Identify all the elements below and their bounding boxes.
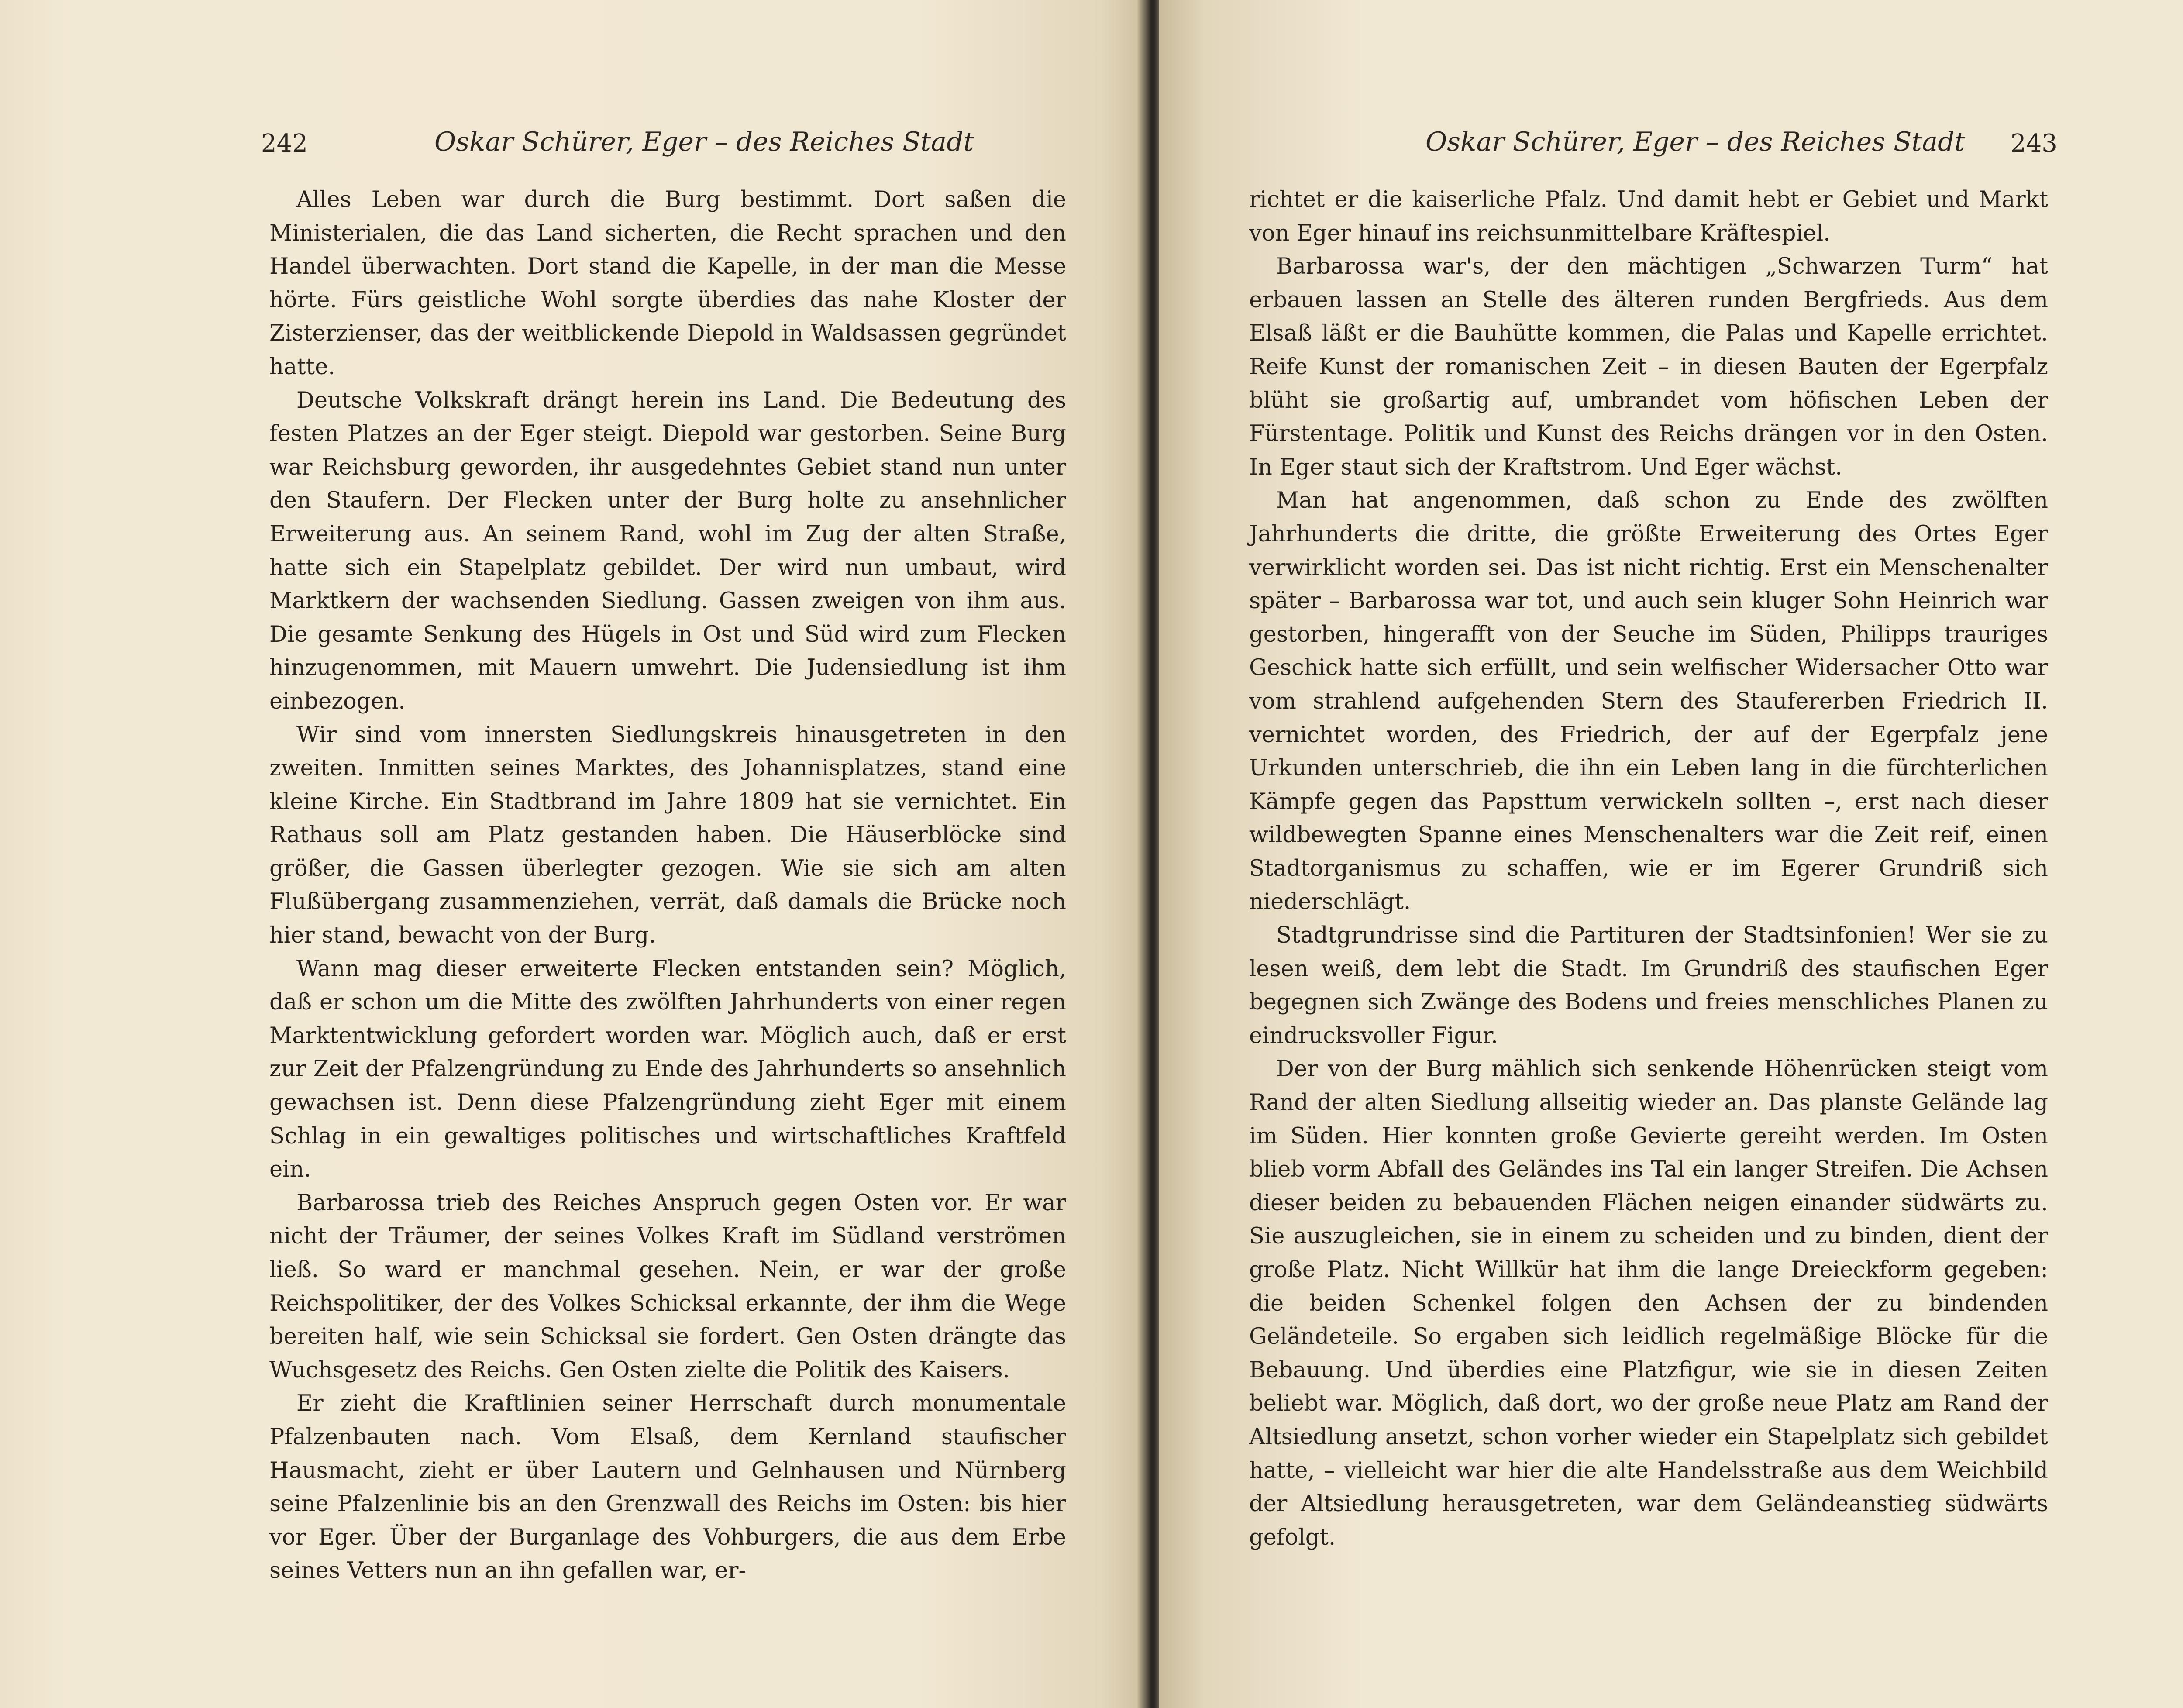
- paragraph: Wir sind vom innersten Siedlungskreis hinausgetreten in den zweiten. Inmitten seines Marktes, des Johannisplatzes, stand eine kleine Kirche. Ein Stadtbrand im Jahre 1809 hat sie vernichtet. Ein Rathaus soll am Platz gestanden haben. Die Häuserblöcke sind größer, die Gassen überlegter gezogen. Wie sie sich am alten Flußübergang zusammenziehen, verrät, daß damals die Brücke noch hier stand, bewacht von der Burg.: [269, 722, 1066, 949]
- paragraph: Barbarossa trieb des Reiches Anspruch gegen Osten vor. Er war nicht der Träumer, der seines Volkes Kraft im Südland verströmen ließ. So ward er manchmal gesehen. Nein, er war der große Reichspolitiker, der des Volkes Schicksal erkannte, der ihm die Wege bereiten half, wie sein Schicksal sie fordert. Gen Osten drängte das Wuchsgesetz des Reichs. Gen Osten zielte die Politik des Kaisers.: [269, 1190, 1066, 1383]
- page-number: 242: [261, 129, 308, 158]
- running-head: Oskar Schürer, Eger – des Reiches Stadt: [1425, 127, 1965, 157]
- page-number: 243: [2011, 129, 2057, 158]
- paragraph: Er zieht die Kraftlinien seiner Herrschaft durch monumentale Pfalzenbauten nach. Vom Elsaß, dem Kernland staufischer Hausmacht, zieht er über Lautern und Gelnhausen und Nürnberg seine Pfalzenlinie bis an den Grenzwall des Reichs im Osten: bis hier vor Eger. Über der Burganlage des Vohburgers, die aus dem Erbe seines Vetters nun an ihn gefallen war, er-: [269, 1391, 1066, 1584]
- running-head: Oskar Schürer, Eger – des Reiches Stadt: [434, 127, 974, 157]
- right-page: [1159, 0, 2183, 1708]
- paragraph: Wann mag dieser erweiterte Flecken entstanden sein? Möglich, daß er schon um die Mitte des zwölften Jahrhunderts von einer regen Marktentwicklung gefordert worden war. Möglich auch, daß er erst zur Zeit der Pfalzengründung zu Ende des Jahrhunderts so ansehnlich gewachsen ist. Denn diese Pfalzengründung zieht Eger mit einem Schlag in ein gewaltiges politisches und wirtschaftliches Kraftfeld ein.: [269, 956, 1066, 1183]
- paragraph: Deutsche Volkskraft drängt herein ins Land. Die Bedeutung des festen Platzes an der Eger steigt. Diepold war gestorben. Seine Burg war Reichsburg geworden, ihr ausgedehntes Gebiet stand nun unter den Staufern. Der Flecken unter der Burg holte zu ansehnlicher Erweiterung aus. An seinem Rand, wohl im Zug der alten Straße, hatte sich ein Stapelplatz gebildet. Der wird nun umbaut, wird Marktkern der wachsenden Siedlung. Gassen zweigen von ihm aus. Die gesamte Senkung des Hügels in Ost und Süd wird zum Flecken hinzugenommen, mit Mauern umwehrt. Die Judensiedlung ist ihm einbezogen.: [269, 387, 1066, 714]
- paragraph: Stadtgrundrisse sind die Partituren der Stadtsinfonien! Wer sie zu lesen weiß, dem lebt die Stadt. Im Grundriß des staufischen Eger begegnen sich Zwänge des Bodens und freies menschliches Planen zu eindrucksvoller Figur.: [1249, 923, 2048, 1049]
- paragraph: Der von der Burg mählich sich senkende Höhenrücken steigt vom Rand der alten Siedlung allseitig wieder an. Das planste Gelände lag im Süden. Hier konnten große Gevierte gereiht werden. Im Osten blieb vorm Abfall des Geländes ins Tal ein langer Streifen. Die Achsen dieser beiden zu bebauenden Flächen neigen einander südwärts zu. Sie auszugleichen, sie in einem zu scheiden und zu binden, dient der große Platz. Nicht Willkür hat ihm die lange Dreieckform gegeben: die beiden Schenkel folgen den Achsen der zu bindenden Geländeteile. So ergaben sich leidlich regelmäßige Blöcke für die Bebauung. Und überdies eine Platzfigur, wie sie in diesen Zeiten beliebt war. Möglich, daß dort, wo der große neue Platz am Rand der Altsiedlung ansetzt, schon vorher wieder ein Stapelplatz sich gebildet hatte, – vielleicht war hier die alte Handelsstraße aus dem Weichbild der Altsiedlung herausgetreten, war dem Geländeanstieg südwärts gefolgt.: [1249, 1056, 2048, 1550]
- paragraph: richtet er die kaiserliche Pfalz. Und damit hebt er Gebiet und Markt von Eger hinauf ins reichsunmittelbare Kräftespiel.: [1249, 187, 2048, 246]
- paragraph: Man hat angenommen, daß schon zu Ende des zwölften Jahrhunderts die dritte, die größte Erweiterung des Ortes Eger verwirklicht worden sei. Das ist nicht richtig. Erst ein Menschenalter später – Barbarossa war tot, und auch sein kluger Sohn Heinrich war gestorben, hingerafft von der Seuche im Süden, Philipps trauriges Geschick hatte sich erfüllt, und sein welfischer Widersacher Otto war vom strahlend aufgehenden Stern des Staufererben Friedrich II. vernichtet worden, des Friedrich, der auf der Egerpfalz jene Urkunden unterschrieb, die ihn ein Leben lang in die fürchterlichen Kämpfe gegen das Papsttum verwickeln sollten –, erst nach dieser wildbewegten Spanne eines Menschenalters war die Zeit reif, einen Stadtorganismus zu schaffen, wie er im Egerer Grundriß sich niederschlägt.: [1249, 488, 2048, 915]
- body-text: [1249, 183, 2048, 1554]
- paragraph: Alles Leben war durch die Burg bestimmt. Dort saßen die Ministerialen, die das Land sicherten, die Recht sprachen und den Handel überwachten. Dort stand die Kapelle, in der man die Messe hörte. Fürs geistliche Wohl sorgte überdies das nahe Kloster der Zisterzienser, das der weitblickende Diepold in Waldsassen gegründet hatte.: [269, 187, 1066, 380]
- body-text: [269, 183, 1066, 1588]
- paragraph: Barbarossa war's, der den mächtigen „Schwarzen Turm“ hat erbauen lassen an Stelle des älteren runden Bergfrieds. Aus dem Elsaß läßt er die Bauhütte kommen, die Palas und Kapelle errichtet. Reife Kunst der romanischen Zeit – in diesen Bauten der Egerpfalz blüht sie großartig auf, umbrandet vom höfischen Leben der Fürstentage. Politik und Kunst des Reichs drängen vor in den Osten. In Eger staut sich der Kraftstrom. Und Eger wächst.: [1249, 254, 2048, 480]
